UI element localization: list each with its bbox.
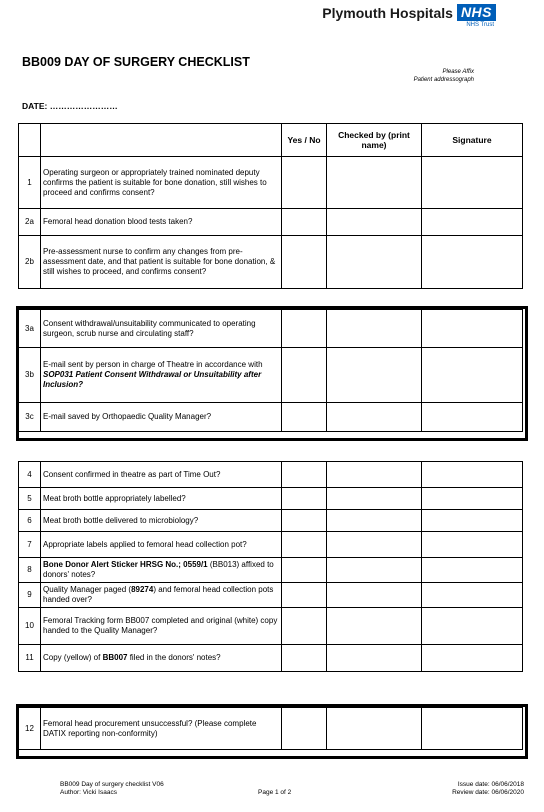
form-reference: BB007: [102, 653, 128, 662]
checked-by-cell[interactable]: [327, 510, 422, 532]
row-text-a: Copy (yellow) of: [43, 653, 103, 662]
signature-cell[interactable]: [422, 558, 523, 583]
row-text: Consent confirmed in theatre as part of Time Out?: [41, 462, 282, 488]
table-row: [19, 608, 523, 645]
table-row: [19, 558, 523, 583]
row-text: Operating surgeon or appropriately trained nominated deputy confirms the patient is suitable for bone donation, still wishes to proceed and confirms consent?: [41, 157, 282, 209]
yes-no-cell[interactable]: [282, 310, 327, 348]
checklist-table-section-3: [18, 461, 523, 672]
table-row: [19, 462, 523, 488]
date-field[interactable]: DATE: ……………………: [22, 101, 118, 111]
signature-cell[interactable]: [422, 608, 523, 645]
row-number: 2a: [19, 209, 41, 236]
pager-number: 89274: [131, 585, 154, 594]
table-header-row: [19, 124, 523, 157]
affix-line-2: Patient addressograph: [413, 77, 474, 83]
checked-by-cell[interactable]: [327, 403, 422, 432]
checked-by-cell[interactable]: [327, 209, 422, 236]
checked-by-cell[interactable]: [327, 236, 422, 289]
nhs-logo: NHS: [457, 4, 496, 21]
row-number: 1: [19, 157, 41, 209]
row-text: [41, 583, 282, 608]
header-item-cell: [41, 124, 282, 157]
checked-by-cell[interactable]: [327, 708, 422, 750]
checked-by-cell[interactable]: [327, 532, 422, 558]
yes-no-cell[interactable]: [282, 348, 327, 403]
row-text: Meat broth bottle appropriately labelled?: [41, 488, 282, 510]
footer-review-date: Review date: 06/06/2020: [452, 789, 524, 796]
checked-by-cell[interactable]: [327, 488, 422, 510]
sop-reference: SOP031 Patient Consent Withdrawal or Unsuitability after Inclusion?: [43, 370, 262, 389]
row-text: Femoral head procurement unsuccessful? (Please complete DATIX reporting non-conformity): [41, 708, 282, 750]
footer-author: Author: Vicki Isaacs: [60, 789, 117, 796]
yes-no-cell[interactable]: [282, 583, 327, 608]
checklist-table-section-4: [18, 707, 523, 750]
row-text-a: Quality Manager paged (: [43, 585, 132, 594]
row-number: 3b: [19, 348, 41, 403]
header-signature: Signature: [422, 124, 523, 157]
signature-cell[interactable]: [422, 532, 523, 558]
header-num-cell: [19, 124, 41, 157]
row-number: 8: [19, 558, 41, 583]
row-text: Femoral Tracking form BB007 completed and original (white) copy handed to the Quality Manager?: [41, 608, 282, 645]
org-name: Plymouth Hospitals: [322, 4, 453, 21]
signature-cell[interactable]: [422, 348, 523, 403]
row-number: 4: [19, 462, 41, 488]
yes-no-cell[interactable]: [282, 209, 327, 236]
header-checked-by: Checked by (print name): [327, 124, 422, 157]
table-row: [19, 236, 523, 289]
org-subtitle: NHS Trust: [466, 22, 494, 28]
table-row: [19, 583, 523, 608]
table-row: [19, 157, 523, 209]
row-text: [41, 348, 282, 403]
row-text: Appropriate labels applied to femoral head collection pot?: [41, 532, 282, 558]
yes-no-cell[interactable]: [282, 403, 327, 432]
table-row: [19, 488, 523, 510]
sticker-reference: Bone Donor Alert Sticker HRSG No.; 0559/1: [43, 560, 208, 569]
org-row: [322, 4, 496, 21]
row-text: E-mail saved by Orthopaedic Quality Manager?: [41, 403, 282, 432]
row-number: 3c: [19, 403, 41, 432]
signature-cell[interactable]: [422, 157, 523, 209]
row-text: [41, 558, 282, 583]
yes-no-cell[interactable]: [282, 532, 327, 558]
footer-right: [452, 781, 524, 797]
signature-cell[interactable]: [422, 510, 523, 532]
yes-no-cell[interactable]: [282, 645, 327, 672]
yes-no-cell[interactable]: [282, 708, 327, 750]
org-header: [322, 4, 496, 28]
checklist-table-section-1: [18, 123, 523, 289]
row-number: 3a: [19, 310, 41, 348]
signature-cell[interactable]: [422, 310, 523, 348]
table-row: [19, 645, 523, 672]
row-text: Femoral head donation blood tests taken?: [41, 209, 282, 236]
affix-note: [414, 68, 474, 84]
row-text: [41, 645, 282, 672]
row-number: 10: [19, 608, 41, 645]
yes-no-cell[interactable]: [282, 510, 327, 532]
table-row: [19, 310, 523, 348]
yes-no-cell[interactable]: [282, 157, 327, 209]
signature-cell[interactable]: [422, 708, 523, 750]
footer-document: BB009 Day of surgery checklist V06: [60, 781, 164, 788]
row-text-plain: E-mail sent by person in charge of Theatre in accordance with: [43, 360, 263, 369]
footer-page: Page 1 of 2: [258, 789, 292, 796]
table-row: [19, 209, 523, 236]
checked-by-cell[interactable]: [327, 462, 422, 488]
row-text: Consent withdrawal/unsuitability communicated to operating surgeon, scrub nurse and circulating staff?: [41, 310, 282, 348]
checklist-table-section-2: [18, 309, 523, 432]
yes-no-cell[interactable]: [282, 558, 327, 583]
signature-cell[interactable]: [422, 403, 523, 432]
table-row: [19, 403, 523, 432]
row-text: Meat broth bottle delivered to microbiology?: [41, 510, 282, 532]
checked-by-cell[interactable]: [327, 645, 422, 672]
signature-cell[interactable]: [422, 209, 523, 236]
yes-no-cell[interactable]: [282, 236, 327, 289]
table-row: [19, 348, 523, 403]
signature-cell[interactable]: [422, 462, 523, 488]
yes-no-cell[interactable]: [282, 488, 327, 510]
header-yes-no: Yes / No: [282, 124, 327, 157]
row-number: 9: [19, 583, 41, 608]
footer-left: [60, 781, 164, 797]
signature-cell[interactable]: [422, 488, 523, 510]
row-number: 7: [19, 532, 41, 558]
row-text-c: ) and femoral head collection pots handed over?: [43, 585, 274, 604]
yes-no-cell[interactable]: [282, 608, 327, 645]
signature-cell[interactable]: [422, 583, 523, 608]
row-number: 2b: [19, 236, 41, 289]
row-number: 5: [19, 488, 41, 510]
checked-by-cell[interactable]: [327, 583, 422, 608]
row-text-c: filed in the donors' notes?: [127, 653, 221, 662]
checked-by-cell[interactable]: [327, 157, 422, 209]
row-text: Pre-assessment nurse to confirm any changes from pre-assessment date, and that patient is suitable for bone donation, & still wishes to proceed, and confirms consent?: [41, 236, 282, 289]
table-row: [19, 708, 523, 750]
checked-by-cell[interactable]: [327, 558, 422, 583]
checked-by-cell[interactable]: [327, 348, 422, 403]
affix-line-1: Please Affix: [442, 69, 474, 75]
checked-by-cell[interactable]: [327, 310, 422, 348]
footer-issue-date: Issue date: 06/06/2018: [457, 781, 524, 788]
checked-by-cell[interactable]: [327, 608, 422, 645]
row-number: 12: [19, 708, 41, 750]
row-text-rest: (BB013) affixed to donors' notes?: [43, 560, 274, 579]
table-row: [19, 510, 523, 532]
row-number: 6: [19, 510, 41, 532]
signature-cell[interactable]: [422, 236, 523, 289]
page-title: BB009 DAY OF SURGERY CHECKLIST: [22, 55, 250, 69]
yes-no-cell[interactable]: [282, 462, 327, 488]
table-row: [19, 532, 523, 558]
signature-cell[interactable]: [422, 645, 523, 672]
row-number: 11: [19, 645, 41, 672]
